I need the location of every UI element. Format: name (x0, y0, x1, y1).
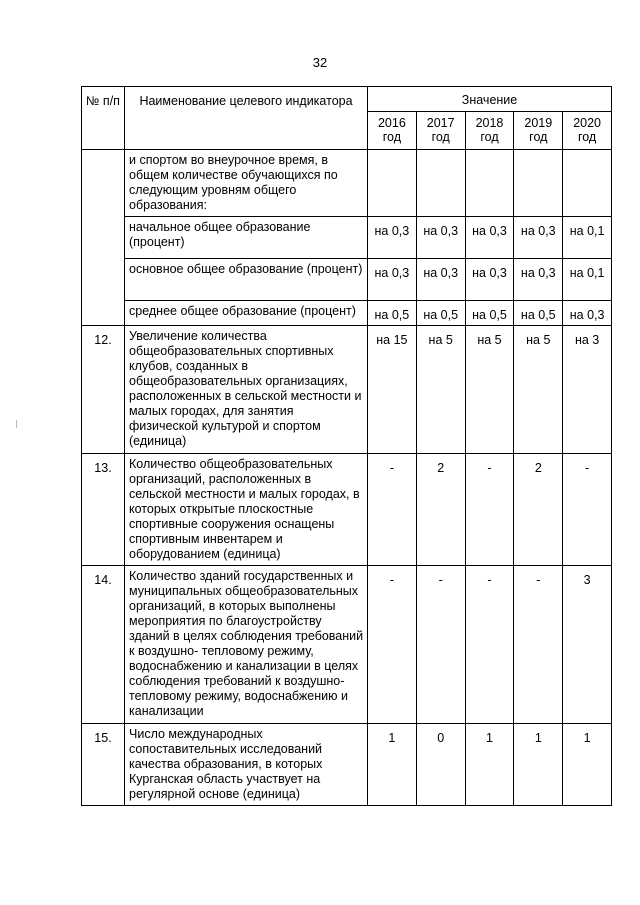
value-cell: на 5 (416, 326, 465, 454)
value-cell: - (514, 566, 563, 724)
value-cell: - (368, 566, 417, 724)
header-year: 2016 год (368, 112, 417, 150)
indicator-name: Число международных сопоставительных исследований качества образования, в которых Курганская область участвует на регулярной основе (единица) (125, 724, 368, 806)
indicator-name: среднее общее образование (процент) (125, 301, 368, 326)
indicator-name: и спортом во внеурочное время, в общем количестве обучающихся по следующим уровням общего образования: (125, 150, 368, 217)
row-num-cell: 13. (82, 454, 125, 566)
table-row (82, 724, 612, 806)
value-cell: 2 (514, 454, 563, 566)
header-num: № п/п (82, 87, 125, 150)
indicator-name: Количество общеобразовательных организаций, расположенных в сельской местности и малых городах, в которых открытые плоскостные спортивные сооружения оснащены спортивным инвентарем и оборудованием (единица) (125, 454, 368, 566)
value-cell: на 0,5 (416, 301, 465, 326)
value-cell: на 5 (514, 326, 563, 454)
value-cell (416, 150, 465, 217)
value-cell: 1 (368, 724, 417, 806)
value-cell: на 0,3 (368, 259, 417, 301)
row-num-cell: 15. (82, 724, 125, 806)
value-cell: на 0,5 (514, 301, 563, 326)
value-cell: на 5 (465, 326, 514, 454)
value-cell: - (465, 454, 514, 566)
value-cell: - (465, 566, 514, 724)
value-cell: на 0,3 (416, 259, 465, 301)
value-cell: 3 (563, 566, 612, 724)
page-number: 32 (312, 55, 328, 70)
value-cell: на 0,3 (465, 217, 514, 259)
row-num-cell: 12. (82, 326, 125, 454)
value-cell: на 15 (368, 326, 417, 454)
value-cell: - (563, 454, 612, 566)
row-num-cell: 14. (82, 566, 125, 724)
value-cell: на 0,3 (416, 217, 465, 259)
margin-mark (16, 420, 17, 428)
value-cell: на 0,5 (465, 301, 514, 326)
value-cell: на 0,3 (514, 259, 563, 301)
value-cell: на 3 (563, 326, 612, 454)
indicator-name: начальное общее образование (процент) (125, 217, 368, 259)
value-cell: 1 (465, 724, 514, 806)
indicator-name: Количество зданий государственных и муниципальных общеобразовательных организаций, в которых выполнены мероприятия по благоустройству зданий в целях соблюдения требований к воздушно- тепловому режиму, водоснабжению и канализации в целях соблюдения требований к воздушно- тепловому режиму, водоснабжению и канализации (125, 566, 368, 724)
value-cell: на 0,1 (563, 217, 612, 259)
value-cell: на 0,3 (514, 217, 563, 259)
value-cell: на 0,3 (563, 301, 612, 326)
value-cell (514, 150, 563, 217)
table-row (82, 301, 612, 326)
table-row (82, 259, 612, 301)
header-year: 2020 год (563, 112, 612, 150)
header-name: Наименование целевого индикатора (125, 87, 368, 150)
value-cell: на 0,1 (563, 259, 612, 301)
table-row (82, 454, 612, 566)
table-row (82, 566, 612, 724)
header-year: 2017 год (416, 112, 465, 150)
value-cell: 1 (563, 724, 612, 806)
header-year: 2019 год (514, 112, 563, 150)
indicator-name: Увеличение количества общеобразовательных спортивных клубов, созданных в общеобразовательных организациях, расположенных в сельской местности и малых городах, для занятия физической культурой и спортом (единица) (125, 326, 368, 454)
header-value-group: Значение (368, 87, 612, 112)
table-row (82, 150, 612, 217)
indicators-table (81, 86, 612, 806)
value-cell: 0 (416, 724, 465, 806)
table-row (82, 326, 612, 454)
value-cell: на 0,5 (368, 301, 417, 326)
value-cell: - (416, 566, 465, 724)
value-cell: на 0,3 (465, 259, 514, 301)
row-num-cell (82, 150, 125, 326)
table-row (82, 217, 612, 259)
indicator-name: основное общее образование (процент) (125, 259, 368, 301)
value-cell: на 0,3 (368, 217, 417, 259)
value-cell (563, 150, 612, 217)
header-year: 2018 год (465, 112, 514, 150)
value-cell (465, 150, 514, 217)
value-cell: 2 (416, 454, 465, 566)
value-cell: - (368, 454, 417, 566)
value-cell: 1 (514, 724, 563, 806)
value-cell (368, 150, 417, 217)
